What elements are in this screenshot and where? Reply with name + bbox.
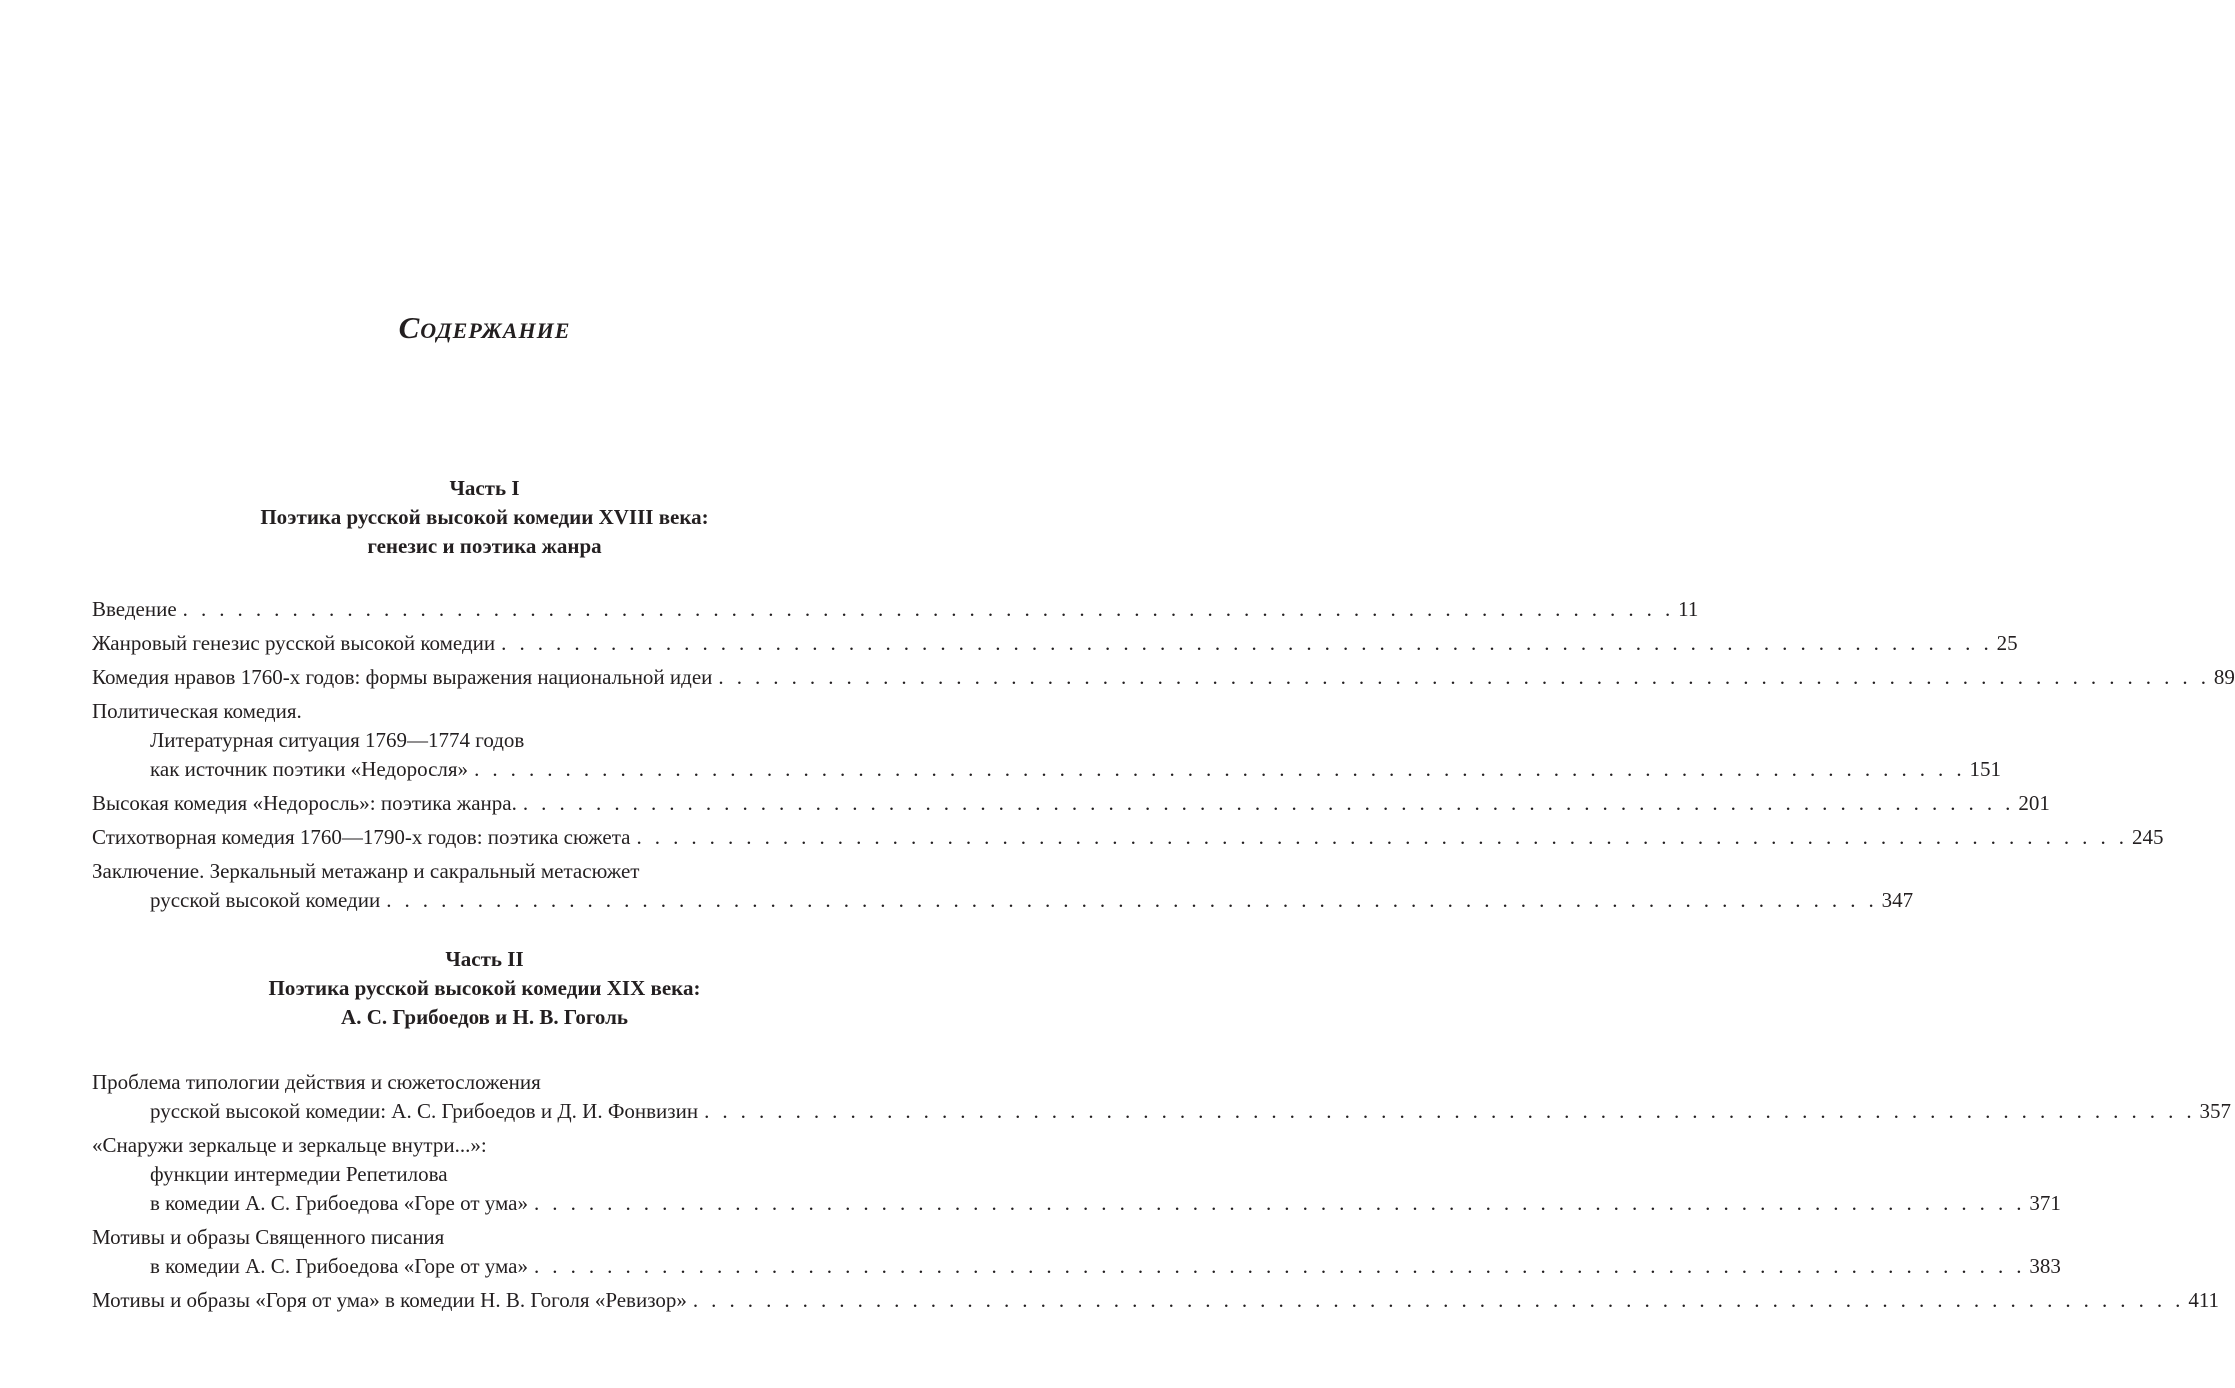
toc-entry[interactable] [92, 697, 2002, 784]
dot-leader: . . . . . . . . . . . . . . . . . . . . . . . . . . . . . . . . . . . . . . . . . . . . . . . . . . . . . . . . . . . . . . . . . . . . . . . . . . . . . . . . . . [386, 888, 1878, 912]
toc-entry-title: Мотивы и образы Священного писания [92, 1225, 445, 1249]
toc-entry-title: Стихотворная комедия 1760—1790-х годов: поэтика сюжета [92, 825, 631, 849]
toc-page-number: 201 [2018, 791, 2050, 815]
toc-entry[interactable] [92, 1068, 2232, 1126]
toc-entry-line [92, 823, 2164, 852]
dot-leader: . . . . . . . . . . . . . . . . . . . . . . . . . . . . . . . . . . . . . . . . . . . . . . . . . . . . . . . . . . . . . . . . . . . . . . . . . . . . . . . . . . [533, 1254, 2026, 1278]
toc-entry-title: функции интермедии Репетилова [150, 1162, 448, 1186]
toc-entry-line [92, 697, 882, 726]
toc-entry-line [92, 1189, 2061, 1218]
part-subtitle: А. С. Грибоедов и Н. В. Гоголь [341, 1005, 628, 1029]
toc-entry-line [92, 726, 882, 755]
dot-leader: . . . . . . . . . . . . . . . . . . . . . . . . . . . . . . . . . . . . . . . . . . . . . . . . . . . . . . . . . . . . . . . . . . . . . . . . . . . . . . . . . . [718, 665, 2210, 689]
toc-page-number: 411 [2188, 1288, 2220, 1312]
toc-page-number: 89 [2213, 665, 2235, 689]
toc-entry[interactable] [92, 663, 2235, 692]
dot-leader: . . . . . . . . . . . . . . . . . . . . . . . . . . . . . . . . . . . . . . . . . . . . . . . . . . . . . . . . . . . . . . . . . . . . . . . . . . . . . . . . . . [501, 631, 1993, 655]
toc-entry-title: Заключение. Зеркальный метажанр и сакральный метасюжет [92, 859, 640, 883]
toc-page-number: 11 [1678, 597, 1699, 621]
toc-page-number: 383 [2029, 1254, 2061, 1278]
part-subtitle: Поэтика русской высокой комедии XVIII века: [260, 505, 709, 529]
toc-page-number: 25 [1996, 631, 2018, 655]
toc-entry-title: «Снаружи зеркальце и зеркальце внутри...»: [92, 1133, 487, 1157]
toc-page-number: 245 [2131, 825, 2164, 849]
toc-entry[interactable] [92, 1131, 2061, 1218]
toc-entry-title: в комедии А. С. Грибоедова «Горе от ума» [150, 1191, 528, 1215]
dot-leader: . . . . . . . . . . . . . . . . . . . . . . . . . . . . . . . . . . . . . . . . . . . . . . . . . . . . . . . . . . . . . . . . . . . . . . . . . . . . . . . . . . [474, 757, 1966, 781]
toc-entry-title: русской высокой комедии: А. С. Грибоедов и Д. И. Фонвизин [150, 1099, 699, 1123]
toc-entry[interactable] [92, 1223, 2061, 1281]
dot-leader: . . . . . . . . . . . . . . . . . . . . . . . . . . . . . . . . . . . . . . . . . . . . . . . . . . . . . . . . . . . . . . . . . . . . . . . . . . . . . . . . . . [704, 1099, 2196, 1123]
toc-entry-line [92, 886, 1914, 915]
toc-entry[interactable] [92, 595, 1699, 624]
toc-part-2 [92, 1068, 2232, 1320]
toc-entry-line [92, 629, 2018, 658]
toc-entry-line [92, 1160, 882, 1189]
part-2-heading [0, 945, 969, 1032]
toc-entry[interactable] [92, 1286, 2220, 1315]
toc-entry-title: Мотивы и образы «Горя от ума» в комедии Н. В. Гоголя «Ревизор» [92, 1288, 687, 1312]
dot-leader: . . . . . . . . . . . . . . . . . . . . . . . . . . . . . . . . . . . . . . . . . . . . . . . . . . . . . . . . . . . . . . . . . . . . . . . . . . . . . . . . . . [692, 1288, 2185, 1312]
page-title: Содержание [398, 310, 571, 345]
toc-page-number: 357 [2199, 1099, 2232, 1123]
part-1-heading [0, 474, 969, 561]
toc-entry-title: Политическая комедия. [92, 699, 302, 723]
toc-entry-title: Проблема типологии действия и сюжетосложения [92, 1070, 541, 1094]
toc-entry-line [92, 789, 2050, 818]
dot-leader: . . . . . . . . . . . . . . . . . . . . . . . . . . . . . . . . . . . . . . . . . . . . . . . . . . . . . . . . . . . . . . . . . . . . . . . . . . . . . . . . . . [636, 825, 2128, 849]
part-label: Часть II [445, 947, 524, 971]
dot-leader: . . . . . . . . . . . . . . . . . . . . . . . . . . . . . . . . . . . . . . . . . . . . . . . . . . . . . . . . . . . . . . . . . . . . . . . . . . . . . . . . . . [533, 1191, 2026, 1215]
toc-entry-title: как источник поэтики «Недоросля» [150, 757, 469, 781]
toc-entry-title: Высокая комедия «Недоросль»: поэтика жанра. [92, 791, 517, 815]
toc-page-number: 347 [1881, 888, 1914, 912]
part-label: Часть I [449, 476, 520, 500]
dot-leader: . . . . . . . . . . . . . . . . . . . . . . . . . . . . . . . . . . . . . . . . . . . . . . . . . . . . . . . . . . . . . . . . . . . . . . . . . . . . . . . . . . [182, 597, 1675, 621]
toc-entry-title: Жанровый генезис русской высокой комедии [92, 631, 496, 655]
toc-entry-title: Литературная ситуация 1769—1774 годов [150, 728, 525, 752]
toc-entry-title: русской высокой комедии [150, 888, 381, 912]
toc-page-number: 151 [1969, 757, 2002, 781]
toc-entry-line [92, 1097, 2232, 1126]
toc-part-1 [92, 595, 2235, 920]
toc-entry[interactable] [92, 629, 2018, 658]
toc-entry-line [92, 755, 2002, 784]
toc-entry-line [92, 595, 1699, 624]
toc-entry-line [92, 663, 2235, 692]
toc-entry-title: в комедии А. С. Грибоедова «Горе от ума» [150, 1254, 528, 1278]
part-subtitle: Поэтика русской высокой комедии XIX века: [268, 976, 701, 1000]
dot-leader: . . . . . . . . . . . . . . . . . . . . . . . . . . . . . . . . . . . . . . . . . . . . . . . . . . . . . . . . . . . . . . . . . . . . . . . . . . . . . . . . . . [522, 791, 2015, 815]
toc-entry[interactable] [92, 789, 2050, 818]
toc-entry[interactable] [92, 857, 1914, 915]
toc-entry-line [92, 1286, 2220, 1315]
toc-entry-title: Комедия нравов 1760-х годов: формы выражения национальной идеи [92, 665, 713, 689]
part-subtitle: генезис и поэтика жанра [367, 534, 602, 558]
toc-entry-line [92, 1068, 882, 1097]
toc-page-number: 371 [2029, 1191, 2061, 1215]
toc-entry-title: Введение [92, 597, 177, 621]
toc-entry[interactable] [92, 823, 2164, 852]
toc-entry-line [92, 1223, 882, 1252]
toc-entry-line [92, 1252, 2061, 1281]
toc-entry-line [92, 857, 882, 886]
toc-entry-line [92, 1131, 882, 1160]
